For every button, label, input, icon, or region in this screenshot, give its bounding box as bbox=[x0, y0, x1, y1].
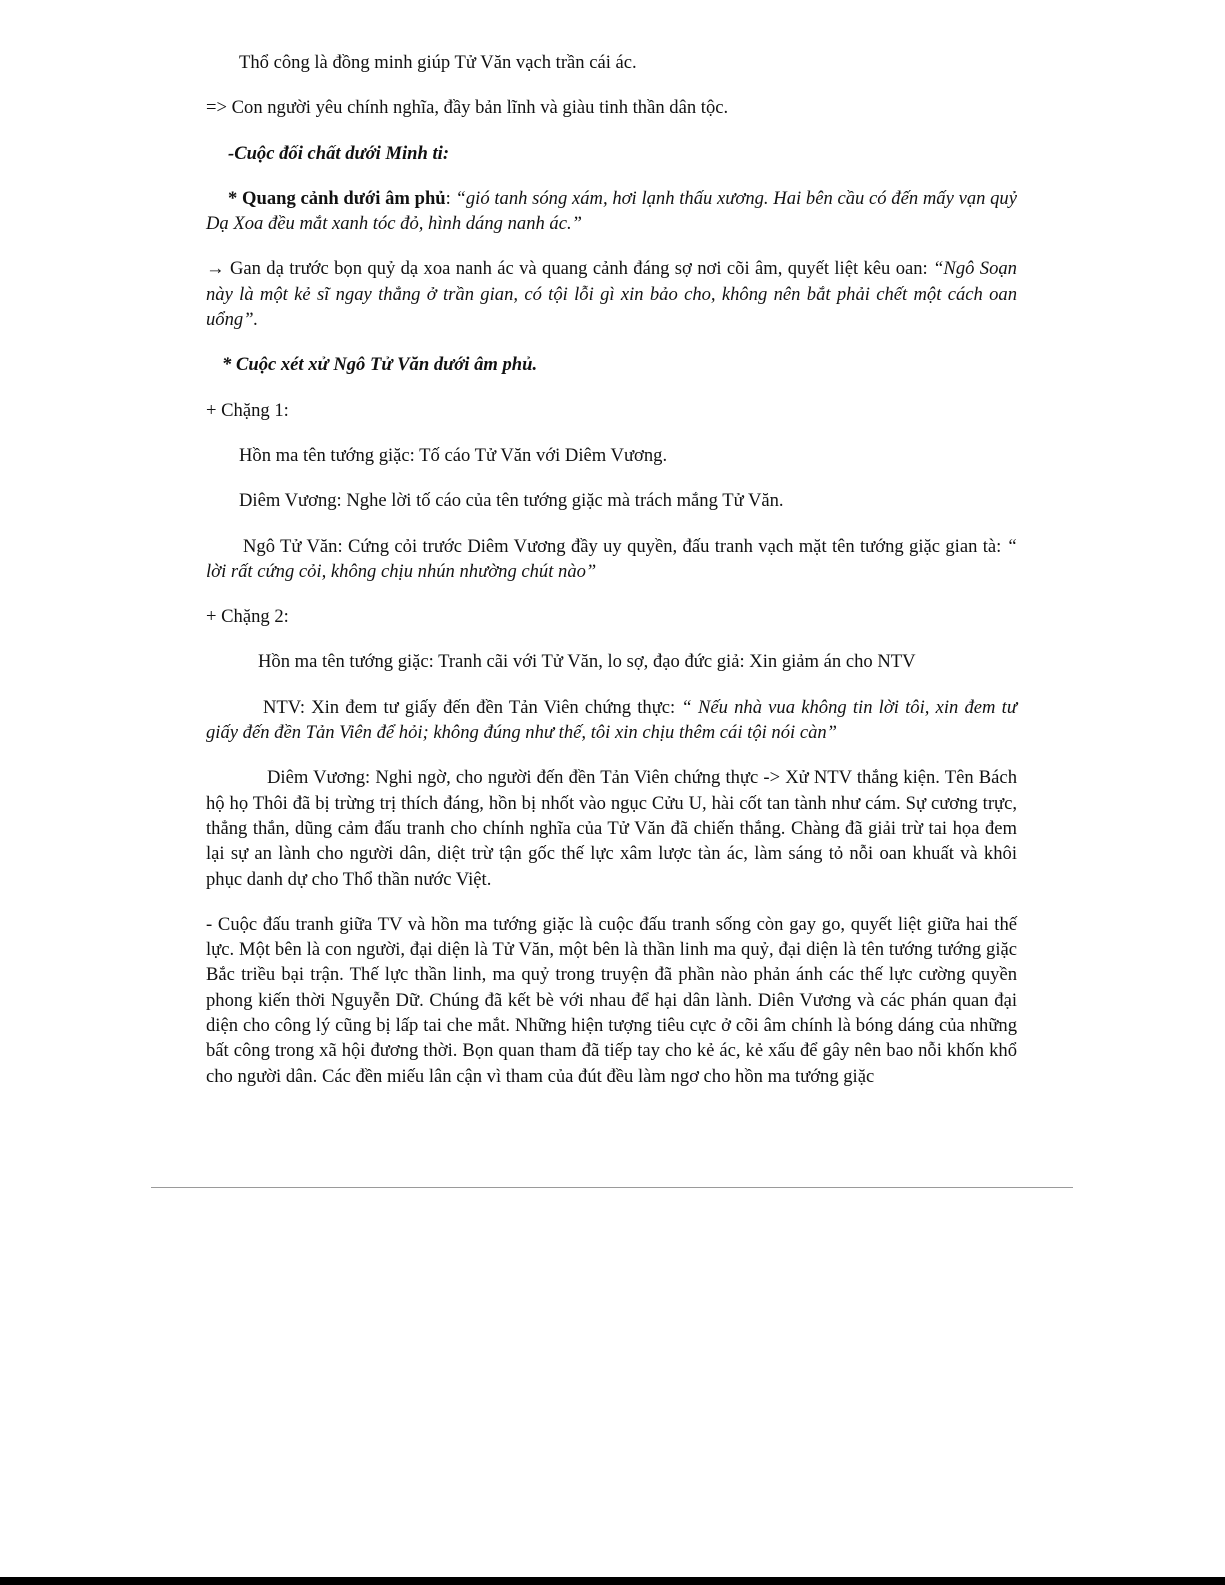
paragraph-tho-cong: Thổ công là đồng minh giúp Tử Văn vạch trần cái ác. bbox=[239, 52, 637, 73]
quang-canh-quote: “gió tanh sóng xám, hơi lạnh thấu xương. Hai bên cầu có đến mấy vạn quỷ Dạ Xoa đều mắt xanh tóc đỏ, hình dáng nanh ác.” bbox=[206, 187, 1017, 235]
paragraph-conclusion: => Con người yêu chính nghĩa, đầy bản lĩnh và giàu tinh thần dân tộc. bbox=[206, 97, 729, 119]
paragraph-quang-canh bbox=[206, 186, 1017, 237]
stage-2-line-2 bbox=[206, 695, 1017, 746]
stage-1-line-3-quote: “ lời rất cứng cỏi, không chịu nhún nhường chút nào” bbox=[206, 535, 1017, 582]
quang-canh-colon: : bbox=[445, 187, 456, 209]
stage-2-line-1: Hồn ma tên tướng giặc: Tranh cãi với Tử Văn, lo sợ, đạo đức giả: Xin giảm án cho NTV bbox=[258, 651, 916, 673]
stage-1-line-3 bbox=[206, 534, 1017, 585]
stage-2-line-2-text: NTV: Xin đem tư giấy đến đền Tản Viên chứng thực: bbox=[263, 696, 682, 718]
heading-xet-xu: * Cuộc xét xử Ngô Tử Văn dưới âm phủ. bbox=[222, 354, 538, 376]
gan-da-quote: “Ngô Soạn này là một kẻ sĩ ngay thẳng ở trần gian, có tội lỗi gì xin bảo cho, không nên bắt phải chết một cách oan uổng”. bbox=[206, 258, 1017, 331]
stage-1-line-1: Hồn ma tên tướng giặc: Tố cáo Tử Văn với Diêm Vương. bbox=[239, 444, 668, 466]
document-page bbox=[206, 50, 1017, 1109]
stage-1-label: + Chặng 1: bbox=[206, 399, 289, 421]
heading-doi-chat: -Cuộc đối chất dưới Minh ti: bbox=[228, 142, 450, 164]
paragraph-final: - Cuộc đấu tranh giữa TV và hồn ma tướng giặc là cuộc đấu tranh sống còn gay go, quyết liệt giữa hai thế lực. Một bên là con người, đại diện là Tử Văn, một bên là thần linh ma quỷ, đại diện là tên tướng tướng giặc Bắc triều bại trận. Thế lực thần linh, ma quỷ trong truyện đã phần nào phản ánh các thế lực cường quyền phong kiến thời Nguyễn Dữ. Chúng đã kết bè với nhau để hại dân lành. Diên Vương và các phán quan đại diện cho công lý cũng bị lấp tai che mắt. Những hiện tượng tiêu cực ở cõi âm chính là bóng dáng của những bất công trong xã hội đương thời. Bọn quan tham đã tiếp tay cho kẻ ác, kẻ xấu để gây nên bao nỗi khốn khổ cho người dân. Các đền miếu lân cận vì tham của đút đều làm ngơ cho hồn ma tướng giặc bbox=[206, 913, 1017, 1087]
gan-da-text: → Gan dạ trước bọn quỷ dạ xoa nanh ác và quang cảnh đáng sợ nơi cõi âm, quyết liệt kêu oan: bbox=[206, 258, 934, 280]
paragraph-gan-da bbox=[206, 256, 1017, 332]
page-divider bbox=[151, 1187, 1073, 1188]
stage-2-line-3: Diêm Vương: Nghi ngờ, cho người đến đền Tản Viên chứng thực -> Xử NTV thắng kiện. Tên Bách hộ họ Thôi đã bị trừng trị thích đáng, hồn bị nhốt vào ngục Cửu U, hài cốt tan tành như cám. Sự cương trực, thẳng thắn, dũng cảm đấu tranh cho chính nghĩa của Tử Văn đã chiến thắng. Chàng đã giải trừ tai họa đem lại sự an lành cho người dân, diệt trừ tận gốc thế lực xâm lược tàn ác, làm sáng tỏ nỗi oan khuất và khôi phục danh dự cho Thổ thần nước Việt. bbox=[206, 767, 1017, 890]
stage-1-line-2: Diêm Vương: Nghe lời tố cáo của tên tướng giặc mà trách mắng Tử Văn. bbox=[239, 490, 784, 512]
stage-2-label: + Chặng 2: bbox=[206, 606, 289, 628]
stage-2-line-2-quote: “ Nếu nhà vua không tin lời tôi, xin đem tư giấy đến đền Tản Viên để hỏi; không đúng như thế, tôi xin chịu thêm cái tội nói càn” bbox=[206, 696, 1017, 744]
quang-canh-label: * Quang cảnh dưới âm phủ bbox=[228, 187, 446, 209]
stage-1-line-3-text: Ngô Tử Văn: Cứng cỏi trước Diêm Vương đầy uy quyền, đấu tranh vạch mặt tên tướng giặc gian tà: bbox=[243, 535, 1007, 557]
bottom-edge-bar bbox=[0, 1577, 1225, 1585]
